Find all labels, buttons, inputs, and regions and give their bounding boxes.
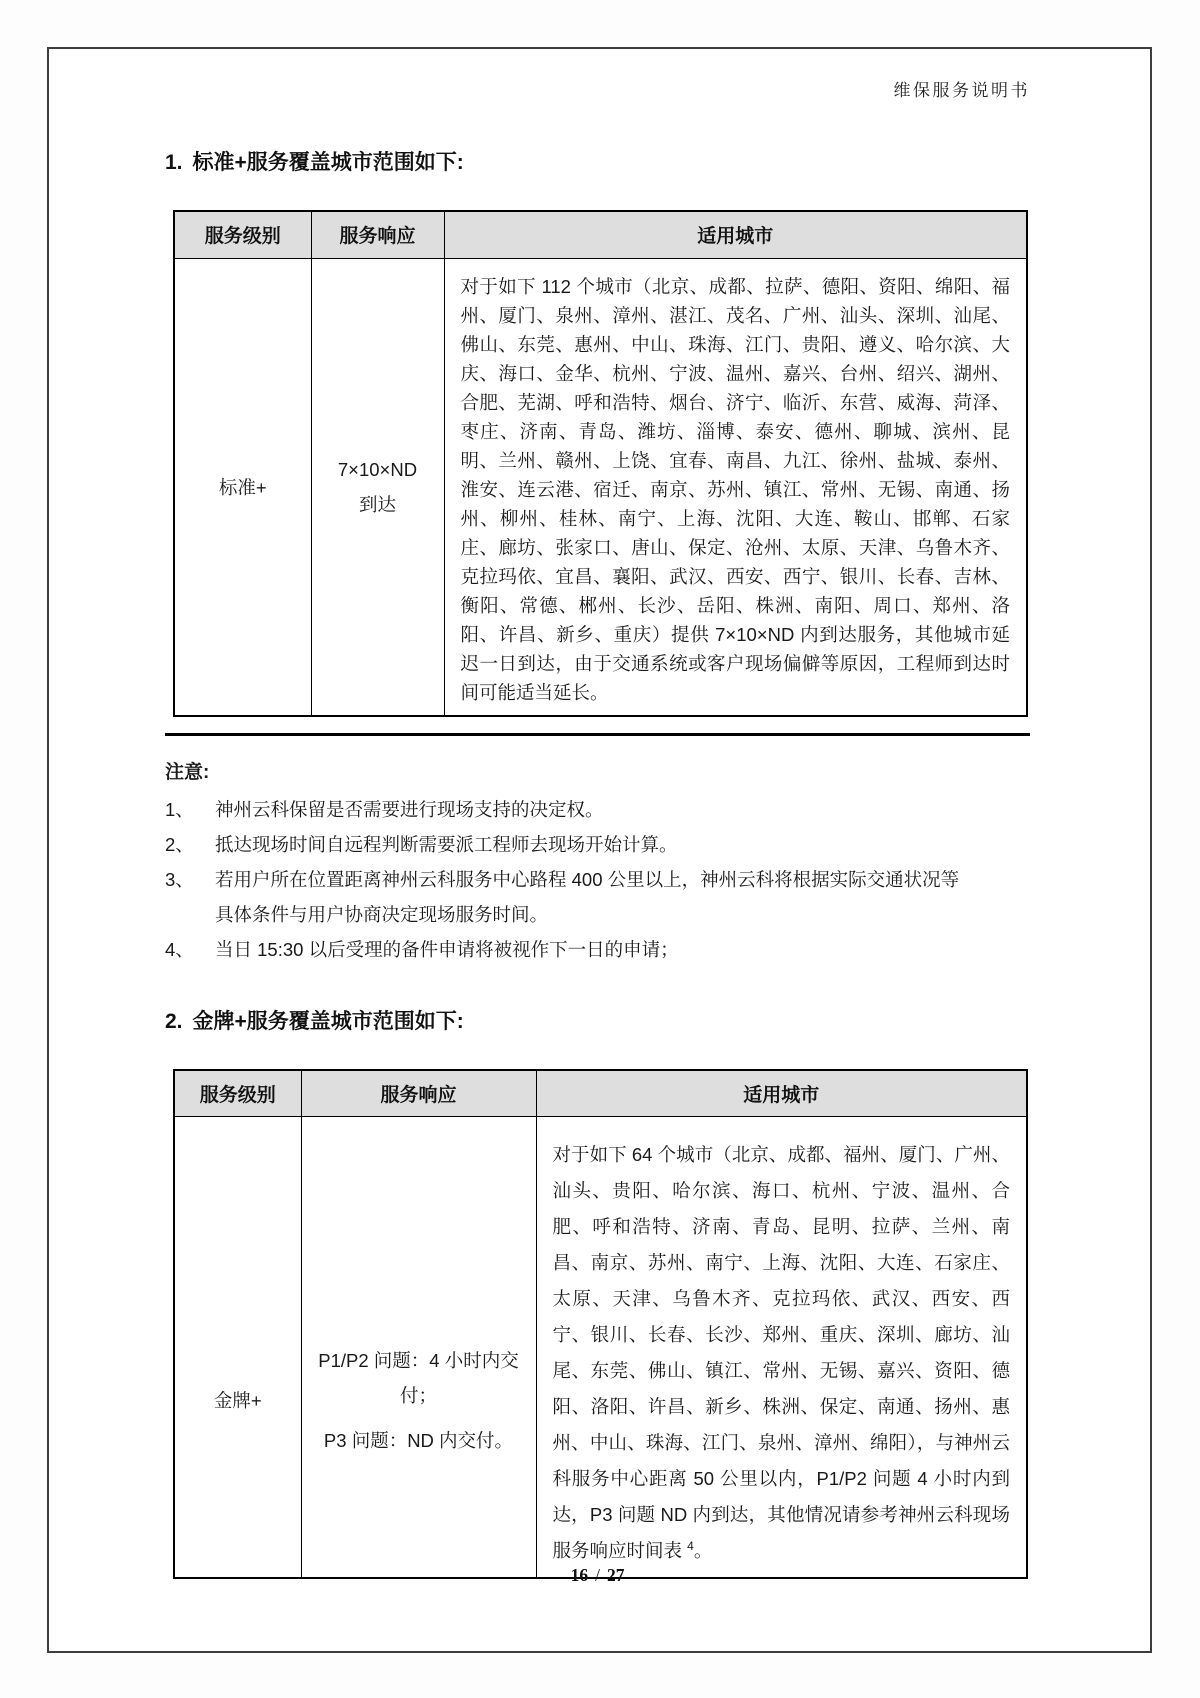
table1-service-response-cell <box>311 258 444 716</box>
notes-heading: 注意: <box>165 761 210 783</box>
table2-header-service-level: 服务级别 <box>174 1070 301 1117</box>
note-item-2 <box>165 827 1030 862</box>
table1-header-service-level: 服务级别 <box>174 211 311 258</box>
table1-header-row <box>174 211 1027 258</box>
table2-response-p3: P3 问题：ND 内交付。 <box>323 1429 514 1451</box>
table2-response-p1p2: P1/P2 问题：4 小时内交付； <box>318 1349 519 1406</box>
note-1-text: 神州云科保留是否需要进行现场支持的决定权。 <box>215 798 604 820</box>
table2-header-applicable-cities: 适用城市 <box>536 1070 1027 1117</box>
table1-header-service-response: 服务响应 <box>311 211 444 258</box>
section-divider-line <box>165 733 1030 736</box>
table2-cities-text: 对于如下 64 个城市（北京、成都、福州、厦门、广州、汕头、贵阳、哈尔滨、海口、杭州、宁波、温州、合肥、呼和浩特、济南、青岛、昆明、拉萨、兰州、南昌、南京、苏州、南宁、上海、沈阳、大连、石家庄、太原、天津、乌鲁木齐、克拉玛依、武汉、西安、西宁、银川、长春、长沙、郑州、重庆、深圳、廊坊、汕尾、东莞、佛山、镇江、常州、无锡、嘉兴、资阳、德阳、洛阳、许昌、新乡、株洲、保定、南通、扬州、惠州、中山、珠海、江门、泉州、漳州、绵阳），与神州云科服务中心距离 50 公里以内，P1/P2 问题 4 小时内到达，P3 问题 ND 内到达，其他情况请参考神州云科现场服务响应时间表 <box>552 1144 1010 1561</box>
note-item-3 <box>165 862 1030 932</box>
standard-plus-service-table <box>173 210 1028 717</box>
table1-service-level-cell: 标准+ <box>174 258 311 716</box>
note-item-4 <box>165 932 1030 967</box>
section1-heading <box>165 146 1030 176</box>
section2-heading-number: 2. <box>165 1009 183 1033</box>
table2-cities-text-suffix: 。 <box>693 1540 713 1561</box>
footnote-reference-4: 4 <box>687 1538 694 1553</box>
table2-service-response-cell <box>301 1117 536 1579</box>
table1-response-line2: 到达 <box>358 493 396 515</box>
table1-header-applicable-cities: 适用城市 <box>444 211 1027 258</box>
note-4-text: 当日 15:30 以后受理的备件申请将被视作下一日的申请； <box>215 938 679 960</box>
section2-heading-text: 金牌+服务覆盖城市范围如下: <box>192 1009 464 1033</box>
table1-data-row <box>174 258 1027 716</box>
section1-heading-number: 1. <box>165 151 183 174</box>
footer-page-total: 27 <box>606 1565 625 1585</box>
page-content <box>165 0 1030 1579</box>
footer-page-current: 16 <box>570 1565 589 1585</box>
table2-header-row <box>174 1070 1027 1117</box>
table1-applicable-cities-cell: 对于如下 112 个城市（北京、成都、拉萨、德阳、资阳、绵阳、福州、厦门、泉州、漳州、湛江、茂名、广州、汕头、深圳、汕尾、佛山、东莞、惠州、中山、珠海、江门、贵阳、遵义、哈尔滨、大庆、海口、金华、杭州、宁波、温州、嘉兴、台州、绍兴、湖州、合肥、芜湖、呼和浩特、烟台、济宁、临沂、东营、威海、菏泽、枣庄、济南、青岛、潍坊、淄博、泰安、德州、聊城、滨州、昆明、兰州、赣州、上饶、宜春、南昌、九江、徐州、盐城、泰州、淮安、连云港、宿迁、南京、苏州、镇江、常州、无锡、南通、扬州、柳州、桂林、南宁、上海、沈阳、大连、鞍山、邯郸、石家庄、廊坊、张家口、唐山、保定、沧州、太原、天津、乌鲁木齐、克拉玛依、宜昌、襄阳、武汉、西安、西宁、银川、长春、吉林、衡阳、常德、郴州、长沙、岳阳、株洲、南阳、周口、郑州、洛阳、许昌、新乡、重庆）提供 7×10×ND 内到达服务，其他城市延迟一日到达，由于交通系统或客户现场偏僻等原因，工程师到达时间可能适当延长。 <box>444 258 1027 716</box>
page-footer <box>165 1565 1030 1586</box>
gold-plus-service-table <box>173 1069 1028 1580</box>
note-4-number: 4、 <box>165 938 194 960</box>
note-1-number: 1、 <box>165 798 194 820</box>
table2-header-service-response: 服务响应 <box>301 1070 536 1117</box>
note-3-text: 若用户所在位置距离神州云科服务中心路程 400 公里以上，神州云科将根据实际交通状况等具体条件与用户协商决定现场服务时间。 <box>215 868 960 925</box>
table1-response-line1: 7×10×ND <box>337 458 418 480</box>
document-header-title: 维保服务说明书 <box>893 81 1030 100</box>
note-item-1 <box>165 792 1030 827</box>
note-2-text: 抵达现场时间自远程判断需要派工程师去现场开始计算。 <box>215 833 678 855</box>
section1-heading-text: 标准+服务覆盖城市范围如下: <box>192 151 464 174</box>
table2-service-level-cell: 金牌+ <box>174 1117 301 1579</box>
section2-heading <box>165 1005 1030 1035</box>
table2-data-row <box>174 1117 1027 1579</box>
note-3-number: 3、 <box>165 868 194 890</box>
note-2-number: 2、 <box>165 833 194 855</box>
footer-page-separator: / <box>595 1565 600 1585</box>
table2-applicable-cities-cell <box>536 1117 1027 1579</box>
notes-list <box>165 792 1030 967</box>
